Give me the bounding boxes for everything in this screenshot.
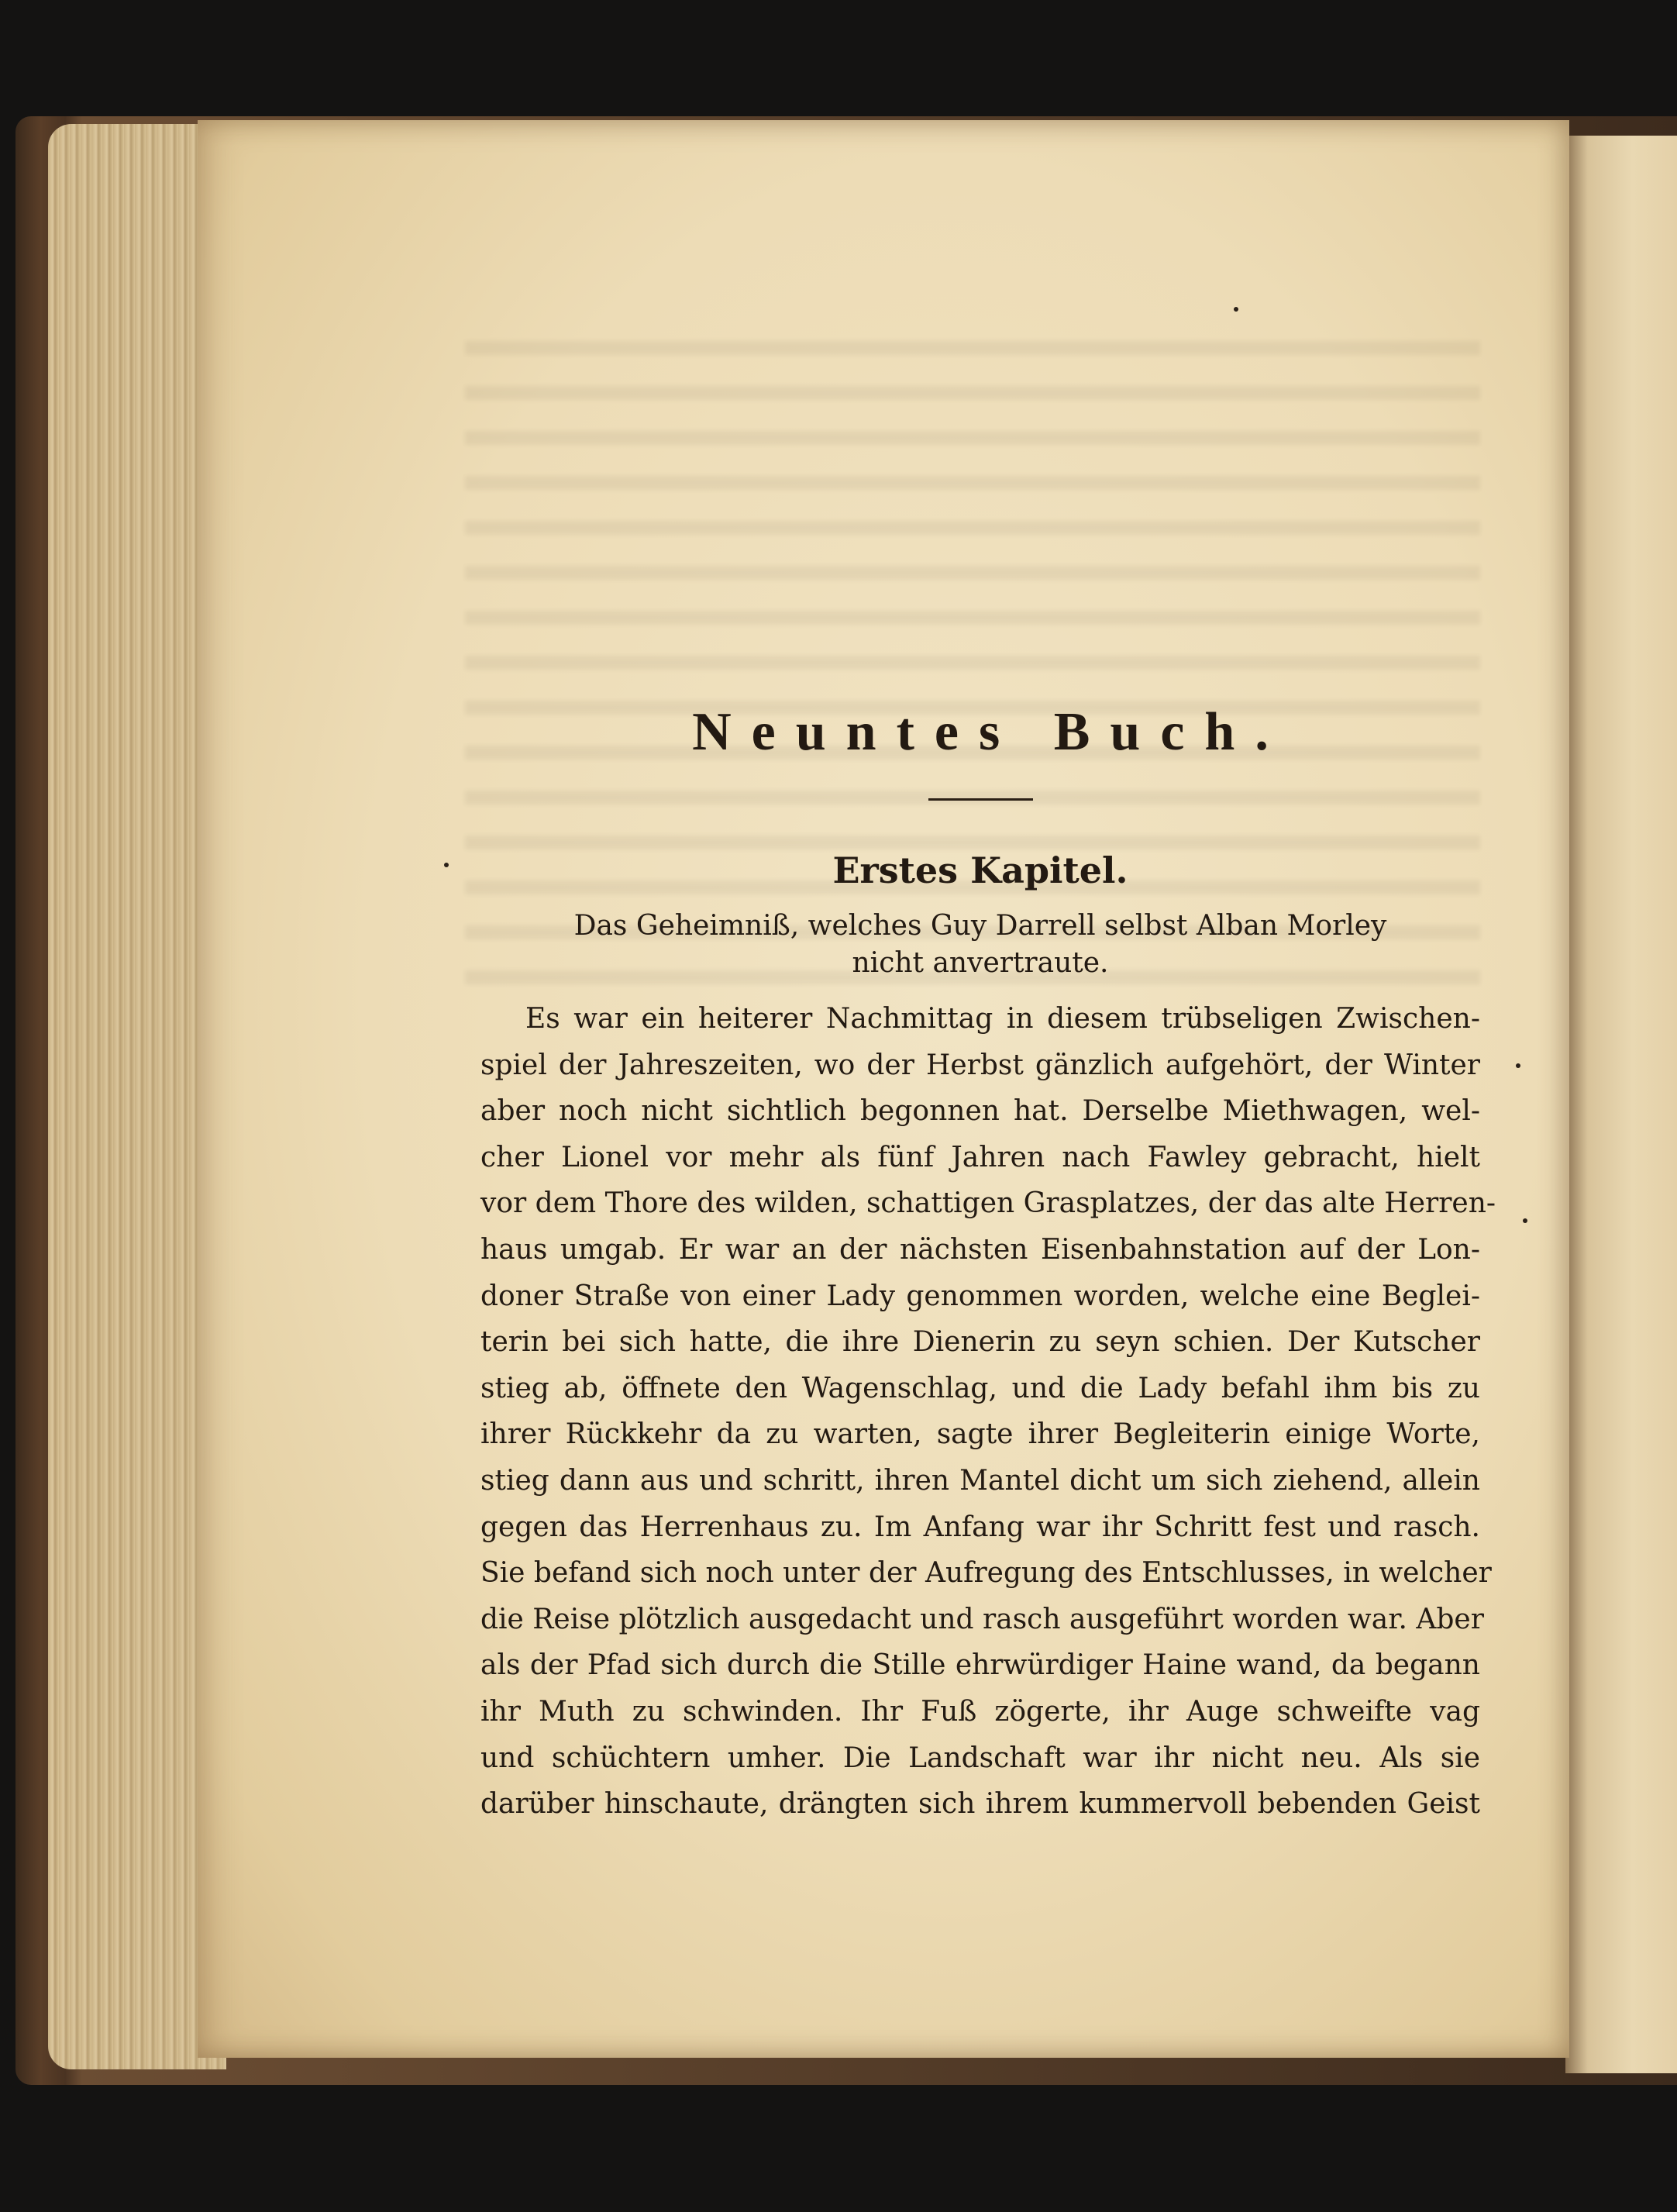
text-line: terin bei sich hatte, die ihre Dienerin zu seyn schien. Der Kutscher bbox=[480, 1326, 1480, 1359]
text-line: als der Pfad sich durch die Stille ehrwürdiger Haine wand, da begann bbox=[480, 1649, 1480, 1682]
page-speck bbox=[1234, 307, 1238, 312]
text-line: ihr Muth zu schwinden. Ihr Fuß zögerte, ihr Auge schweifte vag bbox=[480, 1695, 1480, 1728]
text-line: und schüchtern umher. Die Landschaft war ihr nicht neu. Als sie bbox=[480, 1742, 1480, 1774]
heading-rule bbox=[928, 798, 1033, 801]
text-line: darüber hinschaute, drängten sich ihrem kummervoll bebenden Geist bbox=[480, 1788, 1480, 1821]
text-line: spiel der Jahreszeiten, wo der Herbst gänzlich aufgehört, der Winter bbox=[480, 1049, 1480, 1081]
chapter-body bbox=[480, 996, 1496, 1828]
book-heading: Neuntes Buch. bbox=[692, 702, 1289, 762]
text-line: Sie befand sich noch unter der Aufregung des Entschlusses, in welcher bbox=[480, 1557, 1492, 1590]
text-line: cher Lionel vor mehr als fünf Jahren nach Fawley gebracht, hielt bbox=[480, 1141, 1480, 1173]
text-line: ihrer Rückkehr da zu warten, sagte ihrer Begleiterin einige Worte, bbox=[480, 1418, 1480, 1451]
text-line: stieg ab, öffnete den Wagenschlag, und die Lady befahl ihm bis zu bbox=[480, 1372, 1480, 1404]
chapter-subtitle: Das Geheimniß, welches Guy Darrell selbst Alban Morley nicht anvertraute. bbox=[573, 910, 1387, 979]
text-line: haus umgab. Er war an der nächsten Eisenbahnstation auf der Lon- bbox=[480, 1233, 1480, 1266]
text-line: gegen das Herrenhaus zu. Im Anfang war ihr Schritt fest und rasch. bbox=[480, 1511, 1480, 1543]
text-line: stieg dann aus und schritt, ihren Mantel dicht um sich ziehend, allein bbox=[480, 1464, 1480, 1497]
text-line: vor dem Thore des wilden, schattigen Grasplatzes, der das alte Herren- bbox=[480, 1187, 1496, 1220]
text-line: Es war ein heiterer Nachmittag in diesem trübseligen Zwischen- bbox=[525, 1003, 1480, 1035]
text-line: die Reise plötzlich ausgedacht und rasch ausgeführt worden war. Aber bbox=[480, 1603, 1484, 1635]
page-speck bbox=[1523, 1218, 1527, 1223]
page-speck bbox=[1516, 1063, 1520, 1068]
text-line: doner Straße von einer Lady genommen worden, welche eine Beglei- bbox=[480, 1280, 1480, 1312]
page-speck bbox=[444, 863, 449, 867]
page-text bbox=[480, 674, 1496, 1828]
text-line: aber noch nicht sichtlich begonnen hat. Derselbe Miethwagen, wel- bbox=[480, 1095, 1480, 1128]
chapter-title: Erstes Kapitel. bbox=[832, 849, 1128, 891]
facing-page-edge bbox=[1565, 136, 1677, 2073]
